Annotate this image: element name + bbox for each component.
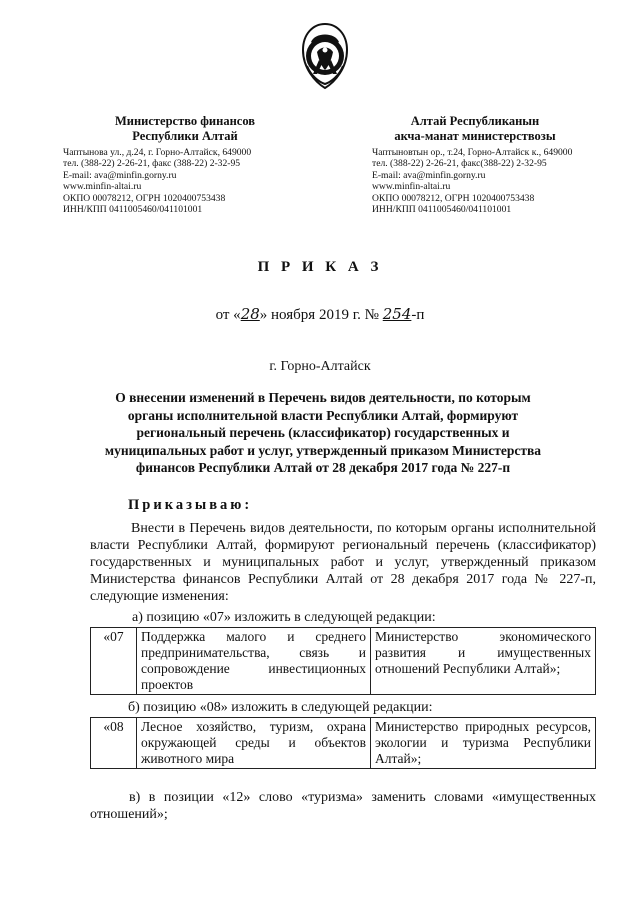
coat-of-arms-emblem [295, 22, 355, 90]
authority-name: Министерство экономического развития и имущественных отношений Республики Алтай»; [371, 628, 596, 695]
inn-line: ИНН/КПП 0411005460/041101001 [372, 204, 512, 216]
position-08-table [90, 717, 596, 769]
ministry-contacts-altai [372, 147, 572, 215]
okpo-line: ОКПО 00078212, ОГРН 1020400753438 [372, 192, 535, 204]
ministry-name-russian [70, 114, 300, 144]
activity-type: Поддержка малого и среднего предпринимательства, связь и сопровождение инвестиционных проектов [137, 628, 371, 695]
email-line: E-mail: ava@minfin.gorny.ru [372, 169, 486, 181]
address-line: Чаптынова ул., д.24, г. Горно-Алтайск, 649000 [63, 147, 252, 158]
ministry-name-line: Республики Алтай [132, 129, 238, 143]
order-subject: О внесении изменений в Перечень видов деятельности, по которым органы исполнительной власти Республики Алтай, формируют региональный перечень (классификатор) государственных и муниципальных работ и услуг, утвержденный приказом Министерства финансов Республики Алтай от 28 декабря 2017 года № 227-п [104, 390, 542, 475]
city-name: г. Горно-Алтайск [269, 359, 371, 374]
ministry-name-line: акча-манат министерствозы [394, 129, 556, 143]
email-line: E-mail: ava@minfin.gorny.ru [63, 169, 177, 181]
authority-name: Министерство природных ресурсов, экологии и туризма Республики Алтай»; [371, 718, 596, 769]
document-type-title: П Р И К А З [257, 259, 383, 275]
order-middle: » ноября 2019 г. № [259, 307, 383, 323]
activity-type: Лесное хозяйство, туризм, охрана окружающей среды и объектов животного мира [137, 718, 371, 769]
subitem-c: в) в позиции «12» слово «туризма» заменить словами «имущественных отношений»; [90, 790, 596, 822]
inn-line: ИНН/КПП 0411005460/041101001 [63, 204, 203, 216]
subitem-b: б) позицию «08» изложить в следующей редакции: [128, 700, 433, 715]
okpo-line: ОКПО 00078212, ОГРН 1020400753438 [63, 192, 226, 204]
position-code: «07 [91, 628, 137, 695]
website-line: www.minfin-altai.ru [372, 181, 451, 193]
order-directive: Приказываю: [128, 497, 253, 513]
table-row [91, 718, 596, 769]
order-body-paragraph: Внести в Перечень видов деятельности, по которым органы исполнительной власти Республики Алтай, формируют региональный перечень (классификатор) государственных и муниципальных работ и услуг, утвержденный приказом Министерства финансов Республики Алтай от 28 декабря 2017 года № 227-п, следующие изменения: [90, 521, 596, 604]
position-code: «08 [91, 718, 137, 769]
subitem-a: а) позицию «07» изложить в следующей редакции: [132, 610, 436, 625]
ministry-contacts-russian [63, 147, 251, 215]
ministry-name-line: Министерство финансов [114, 114, 256, 128]
order-prefix: от « [215, 307, 241, 323]
phone-line: тел. (388-22) 2-26-21, факс(388-22) 2-32-95 [372, 158, 547, 170]
handwritten-day: 28 [240, 305, 260, 323]
order-date-number [0, 305, 640, 324]
table-row [91, 628, 596, 695]
phone-line: тел. (388-22) 2-26-21, факс (388-22) 2-32-95 [63, 158, 241, 170]
ministry-name-line: Алтай Республиканын [410, 114, 540, 128]
order-suffix: -п [411, 307, 425, 323]
handwritten-number: 254 [382, 305, 412, 323]
website-line: www.minfin-altai.ru [63, 181, 142, 193]
position-07-table [90, 627, 596, 695]
ministry-name-altai [360, 114, 590, 144]
address-line: Чаптыновтын ор., т.24, Горно-Алтайск к., 649000 [372, 147, 573, 158]
